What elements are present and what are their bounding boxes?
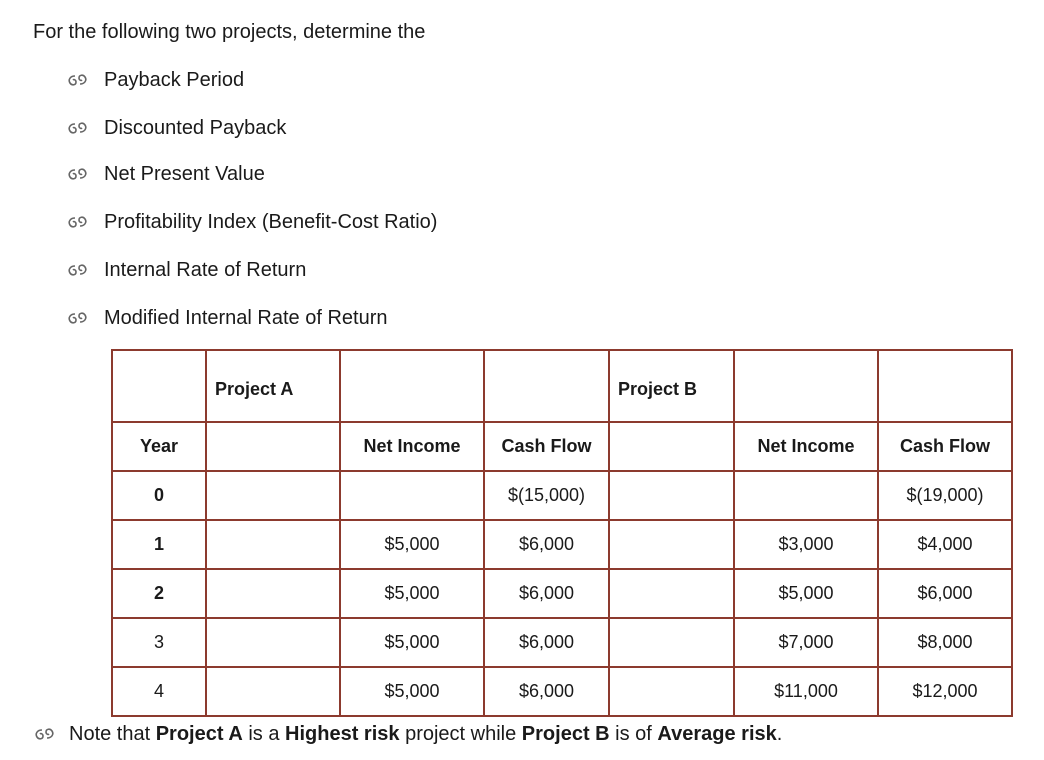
year-header: Year bbox=[112, 422, 206, 471]
curly-bullet-icon bbox=[66, 305, 90, 331]
list-item bbox=[66, 209, 437, 235]
b-cash-flow-cell: $12,000 bbox=[878, 667, 1012, 716]
curly-bullet-icon bbox=[66, 115, 90, 141]
list-item bbox=[66, 305, 388, 331]
b-cash-flow-cell: $4,000 bbox=[878, 520, 1012, 569]
table-cell bbox=[206, 569, 340, 618]
projects-table bbox=[111, 349, 1013, 717]
year-cell: 3 bbox=[112, 618, 206, 667]
note-part: is a bbox=[242, 723, 286, 745]
project-header-row bbox=[112, 350, 1012, 422]
list-item-label: Modified Internal Rate of Return bbox=[104, 307, 388, 329]
table-cell bbox=[609, 422, 734, 471]
curly-bullet-icon bbox=[66, 67, 90, 93]
table-row bbox=[112, 471, 1012, 520]
table-cell bbox=[206, 618, 340, 667]
note-bold: Average risk bbox=[657, 723, 777, 745]
list-item-label: Internal Rate of Return bbox=[104, 259, 307, 281]
list-item bbox=[66, 67, 244, 93]
column-header-row bbox=[112, 422, 1012, 471]
a-cash-flow-cell: $6,000 bbox=[484, 569, 609, 618]
list-item bbox=[66, 257, 306, 283]
year-cell: 4 bbox=[112, 667, 206, 716]
list-item-label: Profitability Index (Benefit-Cost Ratio) bbox=[104, 211, 438, 233]
a-cash-flow-cell: $6,000 bbox=[484, 667, 609, 716]
note-bold: Project B bbox=[521, 723, 610, 745]
curly-bullet-icon bbox=[66, 209, 90, 235]
year-cell: 2 bbox=[112, 569, 206, 618]
table-cell bbox=[206, 422, 340, 471]
table-cell bbox=[734, 350, 878, 422]
intro-text: For the following two projects, determine the bbox=[33, 21, 426, 43]
b-net-income-cell: $7,000 bbox=[734, 618, 878, 667]
a-net-income-cell: $5,000 bbox=[340, 520, 484, 569]
a-net-income-cell: $5,000 bbox=[340, 569, 484, 618]
b-net-income-cell: $5,000 bbox=[734, 569, 878, 618]
b-cash-flow-header: Cash Flow bbox=[878, 422, 1012, 471]
table-cell bbox=[206, 471, 340, 520]
list-item bbox=[66, 115, 286, 141]
b-net-income-cell bbox=[734, 471, 878, 520]
table-cell bbox=[609, 520, 734, 569]
note-text bbox=[69, 721, 782, 747]
table-cell bbox=[112, 350, 206, 422]
table-row bbox=[112, 520, 1012, 569]
b-net-income-cell: $3,000 bbox=[734, 520, 878, 569]
note-part: . bbox=[776, 723, 783, 745]
table-cell bbox=[206, 520, 340, 569]
a-net-income-cell: $5,000 bbox=[340, 667, 484, 716]
table-cell bbox=[609, 618, 734, 667]
b-net-income-cell: $11,000 bbox=[734, 667, 878, 716]
table-row bbox=[112, 618, 1012, 667]
a-net-income-cell bbox=[340, 471, 484, 520]
a-cash-flow-cell: $(15,000) bbox=[484, 471, 609, 520]
b-net-income-header: Net Income bbox=[734, 422, 878, 471]
curly-bullet-icon bbox=[66, 161, 90, 187]
list-item-label: Net Present Value bbox=[104, 163, 265, 185]
a-cash-flow-header: Cash Flow bbox=[484, 422, 609, 471]
a-cash-flow-cell: $6,000 bbox=[484, 618, 609, 667]
note-part: is of bbox=[609, 723, 658, 745]
project-a-cell bbox=[206, 350, 340, 422]
b-cash-flow-cell: $6,000 bbox=[878, 569, 1012, 618]
table-cell bbox=[484, 350, 609, 422]
a-net-income-cell: $5,000 bbox=[340, 618, 484, 667]
project-b-cell bbox=[609, 350, 734, 422]
year-cell: 0 bbox=[112, 471, 206, 520]
a-net-income-header: Net Income bbox=[340, 422, 484, 471]
note-part: project while bbox=[399, 723, 522, 745]
note-bold: Project A bbox=[155, 723, 243, 745]
table-cell bbox=[609, 471, 734, 520]
project-a-label: Project A bbox=[215, 379, 294, 399]
note-part: Note that bbox=[69, 723, 156, 745]
b-cash-flow-cell: $8,000 bbox=[878, 618, 1012, 667]
list-item-label: Payback Period bbox=[104, 69, 245, 91]
b-cash-flow-cell: $(19,000) bbox=[878, 471, 1012, 520]
curly-bullet-icon bbox=[66, 257, 90, 283]
a-cash-flow-cell: $6,000 bbox=[484, 520, 609, 569]
note-bold: Highest risk bbox=[285, 723, 400, 745]
table-cell bbox=[206, 667, 340, 716]
table-cell bbox=[878, 350, 1012, 422]
table-row bbox=[112, 667, 1012, 716]
table-cell bbox=[609, 569, 734, 618]
table-cell bbox=[609, 667, 734, 716]
curly-bullet-icon bbox=[33, 721, 57, 747]
list-item bbox=[66, 161, 265, 187]
table-cell bbox=[340, 350, 484, 422]
year-cell: 1 bbox=[112, 520, 206, 569]
table-row bbox=[112, 569, 1012, 618]
list-item-label: Discounted Payback bbox=[104, 117, 287, 139]
project-b-label: Project B bbox=[618, 379, 698, 399]
risk-note bbox=[33, 721, 782, 747]
